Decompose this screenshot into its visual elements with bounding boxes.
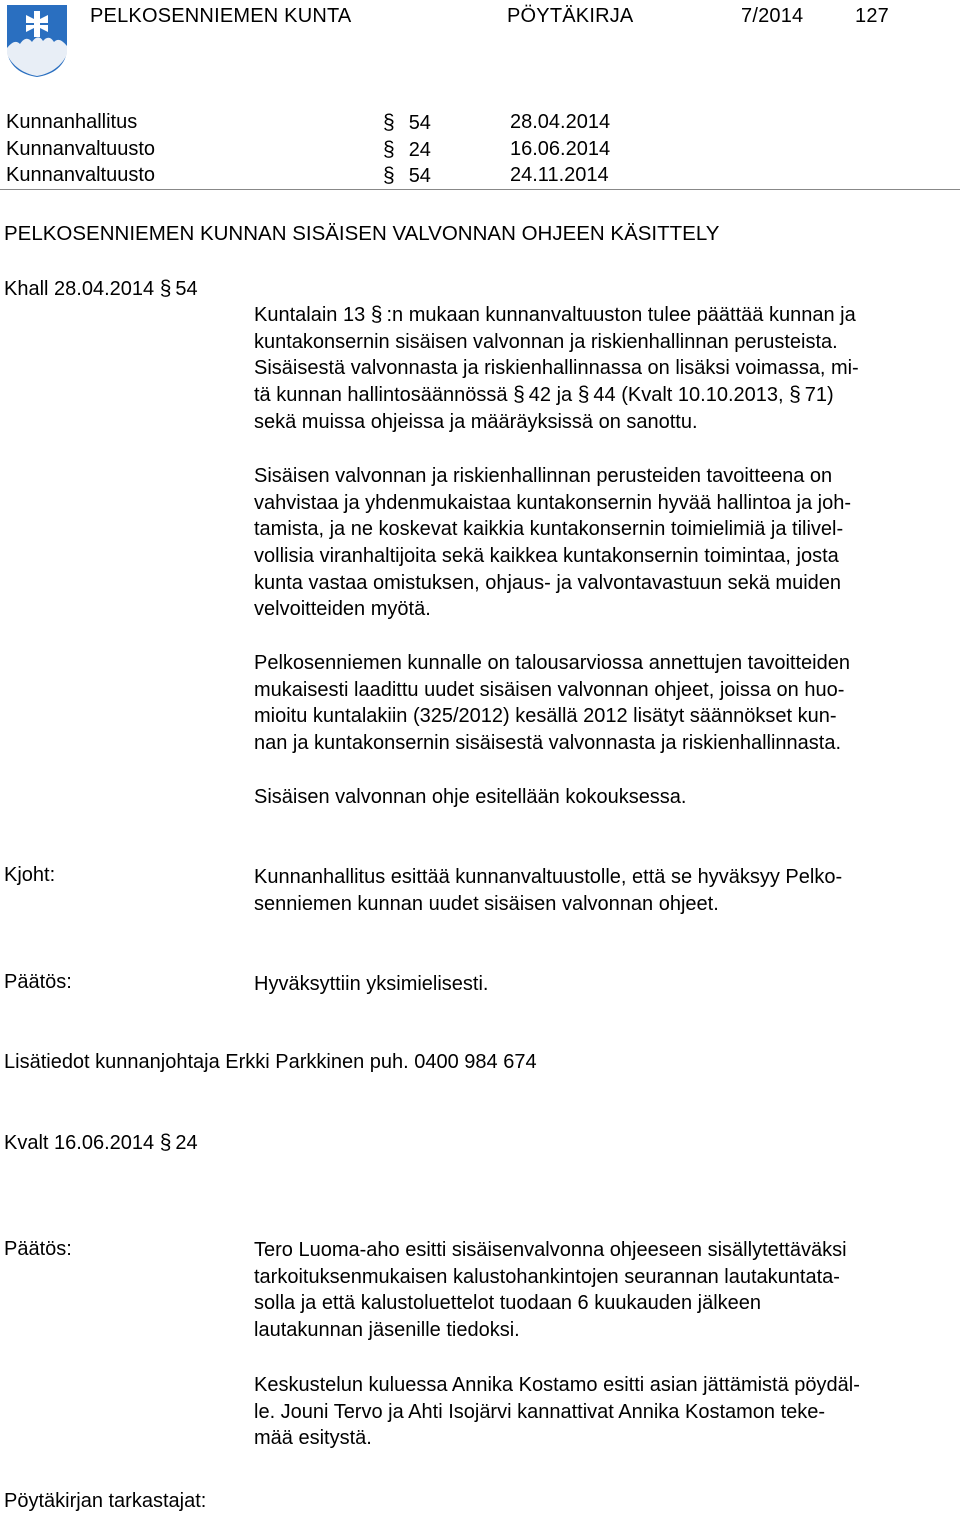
section-sign-icon: §: [159, 277, 172, 300]
kvalt-decision-paragraph-1: Tero Luoma-aho esitti sisäisenvalvonna ohjeeseen sisällytettäväksi tarkoituksenmukaisen kalustohankintojen seurannan lautakuntata- solla ja että kalustoluettelot tuodaan 6 kuukauden jälkeen lautakunnan jäsenille tiedoksi.: [254, 1239, 847, 1342]
khall-decision: Hyväksyttiin yksimielisesti.: [254, 973, 489, 995]
document-number: 7/2014: [741, 5, 804, 27]
page-title: PELKOSENNIEMEN KUNNAN SISÄISEN VALVONNAN OHJEEN KÄSITTELY: [4, 222, 720, 245]
khall-paragraph-4: Sisäisen valvonnan ohje esitellään kokouksessa.: [254, 786, 687, 808]
section-sign-icon: §: [370, 303, 383, 326]
kjoht-proposal: Kunnanhallitus esittää kunnanvaltuustolle, että se hyväksyy Pelko- senniemen kunnan uudet sisäisen valvonnan ohjeet.: [254, 866, 843, 915]
meeting-section: § 54: [383, 164, 431, 187]
section-sign-icon: §: [513, 383, 525, 407]
kvalt-meeting-label: Kvalt 16.06.2014 § 24: [4, 1131, 198, 1154]
decision-label: Päätös:: [4, 1238, 72, 1260]
khall-meeting-label: Khall 28.04.2014 § 54: [4, 277, 198, 300]
meeting-body: Kunnanvaltuusto: [6, 164, 156, 186]
section-sign-icon: §: [789, 383, 801, 407]
khall-paragraph-3: Pelkosenniemen kunnalle on talousarviossa annettujen tavoitteiden mukaisesti laadittu uudet sisäisen valvonnan ohjeet, joissa on huo- mioitu kuntalakiin (325/2012) kesällä 2012 lisätyt säännökset kun- nan ja kuntakonsernin sisäisestä valvonnasta ja riskienhallinnasta.: [254, 652, 850, 755]
section-sign-icon: §: [383, 164, 395, 187]
page-number: 127: [855, 5, 889, 27]
meeting-section: § 54: [383, 111, 431, 134]
section-sign-icon: §: [383, 138, 395, 161]
meeting-date: 24.11.2014: [510, 164, 609, 186]
khall-paragraph-2: Sisäisen valvonnan ja riskienhallinnan perusteiden tavoitteena on vahvistaa ja yhdenmukaistaa kuntakonsernin hyvää hallintoa ja joh- tamista, ja ne koskevat kaikkia kuntakonsernin toimielimiä ja tilivel- vollisia viranhaltijoita sekä kaikkea kuntakonsernin toimintaa, josta kunta vastaa omistuksen, ohjaus- ja valvontavastuun sekä muiden velvoitteiden myötä.: [254, 465, 852, 621]
decision-label: Päätös:: [4, 971, 72, 993]
meeting-section: § 24: [383, 138, 431, 161]
kjoht-label: Kjoht:: [4, 864, 56, 886]
meeting-date: 28.04.2014: [510, 111, 611, 133]
section-sign-icon: §: [577, 383, 590, 407]
meeting-date: 16.06.2014: [510, 138, 611, 160]
municipality-name: PELKOSENNIEMEN KUNTA: [90, 5, 352, 27]
section-sign-icon: §: [159, 1131, 172, 1154]
contact-info: Lisätiedot kunnanjohtaja Erkki Parkkinen puh. 0400 984 674: [4, 1051, 537, 1073]
kvalt-decision-paragraph-2: Keskustelun kuluessa Annika Kostamo esitti asian jättämistä pöydäl- le. Jouni Tervo ja Ahti Isojärvi kannattivat Annika Kostamon teke- mää esitystä.: [254, 1374, 860, 1450]
khall-paragraph-1: Kuntalain 13 § :n mukaan kunnanvaltuuston tulee päättää kunnan ja kuntakonsernin sisäisen valvonnan ja riskienhallinnan perusteista. Sisäisestä valvonnasta ja riskienhallinnassa on lisäksi voimassa, mi- tä kunnan hallintosäännössä § 42 ja § 44 (Kvalt 10.10.2013, § 71) sekä muissa ohjeissa ja määräyksissä on sanottu.: [254, 303, 859, 433]
meeting-body: Kunnanvaltuusto: [6, 138, 156, 160]
municipality-crest-logo: [6, 4, 68, 78]
meeting-body: Kunnanhallitus: [6, 111, 138, 133]
separator-line: [0, 189, 960, 190]
document-type: PÖYTÄKIRJA: [507, 5, 634, 27]
reviewers-label: Pöytäkirjan tarkastajat:: [4, 1490, 207, 1512]
section-sign-icon: §: [383, 111, 395, 134]
